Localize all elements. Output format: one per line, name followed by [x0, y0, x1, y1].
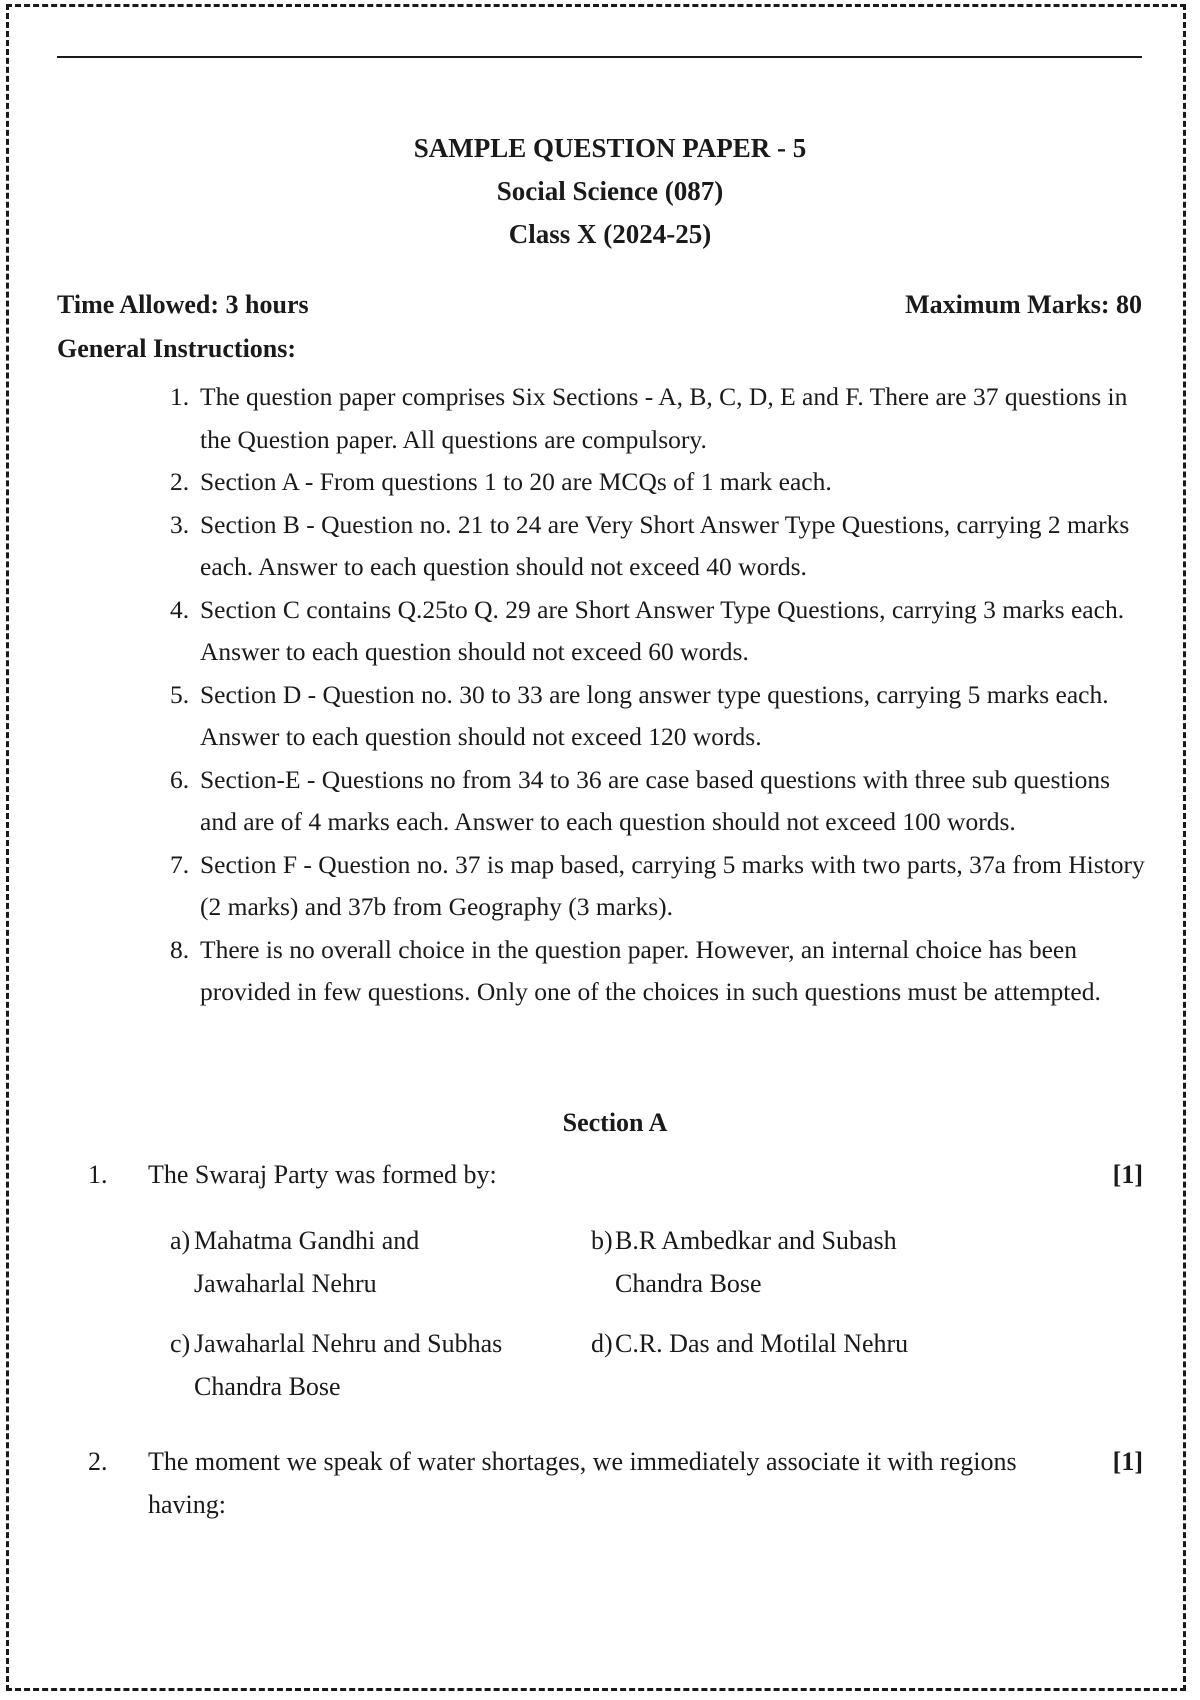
- section-a-heading: Section A: [562, 1108, 668, 1137]
- instruction-item: [170, 929, 1145, 1014]
- paper-title: SAMPLE QUESTION PAPER - 5: [413, 133, 807, 163]
- instruction-number: 1.: [170, 382, 190, 411]
- paper-meta: [57, 287, 1142, 323]
- top-rule: [57, 56, 1142, 58]
- instruction-item: [170, 674, 1145, 759]
- instruction-text: Section B - Question no. 21 to 24 are Very Short Answer Type Questions, carrying 2 marks each. Answer to each question should not exceed 40 words.: [200, 509, 1130, 581]
- paper-subject: Social Science (087): [496, 176, 724, 206]
- option-text: C.R. Das and Motilal Nehru: [615, 1329, 909, 1358]
- instructions-heading: General Instructions:: [57, 334, 297, 363]
- option-text: Mahatma Gandhi and Jawaharlal Nehru: [194, 1226, 420, 1298]
- instruction-text: Section F - Question no. 37 is map based, carrying 5 marks with two parts, 37a from History (2 marks) and 37b from Geography (3 marks).: [200, 849, 1145, 921]
- instruction-text: Section-E - Questions no from 34 to 36 are case based questions with three sub questions and are of 4 marks each. Answer to each question should not exceed 100 words.: [200, 764, 1111, 836]
- option-text: B.R Ambedkar and Subash Chandra Bose: [615, 1226, 897, 1298]
- question-text: The moment we speak of water shortages, we immediately associate it with regions having:: [148, 1447, 1017, 1519]
- paper-header: [0, 127, 1200, 256]
- instruction-item: [170, 376, 1145, 461]
- instruction-number: 2.: [170, 467, 190, 496]
- instruction-text: Section D - Question no. 30 to 33 are long answer type questions, carrying 5 marks each. Answer to each question should not exceed 120 words.: [200, 679, 1109, 751]
- question-text: The Swaraj Party was formed by:: [148, 1160, 497, 1189]
- instruction-item: [170, 759, 1145, 844]
- time-allowed: Time Allowed: 3 hours: [57, 290, 309, 319]
- instruction-number: 5.: [170, 679, 190, 709]
- instruction-text: Section A - From questions 1 to 20 are MCQs of 1 mark each.: [200, 467, 832, 496]
- instruction-item: [170, 461, 1145, 504]
- option-text: Jawaharlal Nehru and Subhas Chandra Bose: [194, 1329, 503, 1401]
- question-1: [88, 1153, 1143, 1198]
- instruction-item: [170, 504, 1145, 589]
- question-marks: [1]: [1112, 1447, 1143, 1476]
- instruction-number: 8.: [170, 934, 190, 964]
- option-letter: a): [170, 1226, 191, 1255]
- paper-class: Class X (2024-25): [508, 219, 712, 249]
- option-letter: c): [170, 1329, 191, 1358]
- instruction-text: Section C contains Q.25to Q. 29 are Short Answer Type Questions, carrying 3 marks each. Answer to each question should not exceed 60 words.: [200, 594, 1125, 666]
- instruction-number: 7.: [170, 849, 190, 879]
- instruction-item: [170, 844, 1145, 929]
- instruction-text: There is no overall choice in the question paper. However, an internal choice has been provided in few questions. Only one of the choices in such questions must be attempted.: [200, 934, 1101, 1006]
- option-letter: b): [591, 1226, 613, 1255]
- instructions-list: [170, 376, 1145, 1014]
- maximum-marks: Maximum Marks: 80: [905, 290, 1142, 319]
- instruction-number: 4.: [170, 594, 190, 624]
- question-2: [88, 1440, 1143, 1530]
- option-letter: d): [591, 1329, 613, 1358]
- question-number: 1.: [88, 1160, 108, 1189]
- instruction-number: 3.: [170, 509, 190, 539]
- instruction-item: [170, 589, 1145, 674]
- instruction-number: 6.: [170, 764, 190, 794]
- instruction-text: The question paper comprises Six Sections - A, B, C, D, E and F. There are 37 questions in the Question paper. All questions are compulsory.: [200, 382, 1128, 454]
- question-number: 2.: [88, 1447, 108, 1476]
- question-marks: [1]: [1112, 1160, 1143, 1189]
